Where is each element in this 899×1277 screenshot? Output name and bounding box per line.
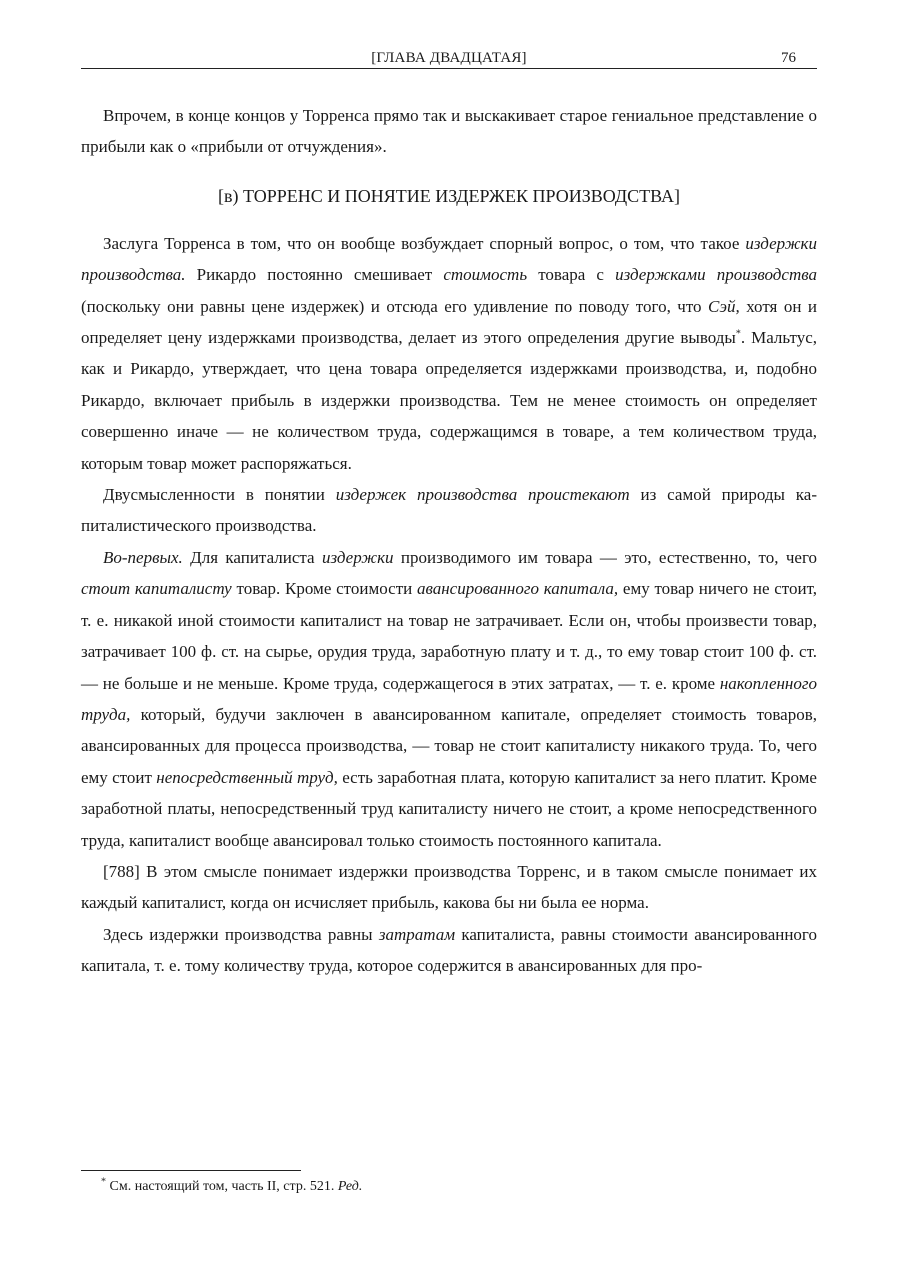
running-header — [81, 50, 817, 69]
footnote — [101, 1178, 701, 1196]
page-body — [81, 100, 817, 982]
text: который, будучи заключен в авансированном капитале, определяет стоимость товаров, авансированных для процесса производства, — товар не стоит капиталисту никакого труда. То, чего ему стоит — [81, 704, 817, 787]
paragraph — [81, 100, 817, 163]
footnote-text: См. настоящий том, часть II, стр. 521. — [106, 1179, 338, 1194]
text: Для капиталиста — [182, 547, 322, 567]
text: есть заработная плата, которую капиталист за него платит. Кроме заработной платы, непосредственный труд капиталисту ничего не стоит, а кроме непосредственного труда, капиталист вообще авансировал только стоимость постоянного капитала. — [81, 767, 817, 850]
text: Рикардо постоянно смешивает — [185, 265, 444, 285]
paragraph — [81, 228, 817, 479]
text: производимого им товара — это, естественно, то, чего — [393, 547, 818, 567]
text: товар. Кроме стоимости — [231, 579, 417, 599]
emphasis: Во-первых. — [103, 547, 183, 567]
text: (поскольку они равны цене издержек) и отсюда его удивление по поводу того, что — [81, 296, 709, 316]
text: Двусмысленности в понятии — [103, 485, 336, 505]
footnote-editor-mark: Ред. — [337, 1179, 363, 1194]
emphasis: затратам — [378, 924, 456, 944]
footnote-divider — [81, 1170, 301, 1171]
emphasis: издержки — [321, 547, 394, 567]
paragraph — [81, 542, 817, 856]
text: ему товар ничего не стоит, т. е. никакой иной стоимости капиталист на товар не затрачивает. Если он, чтобы произвести товар, затрачивает 100 ф. ст. на сырье, орудия труда, заработную плату и т. д., то ему товар стоит 100 ф. ст. — не больше и не меньше. Кроме труда, содержащегося в этих затратах, — т. е. кроме — [81, 579, 818, 693]
emphasis: издержки производства. — [81, 233, 817, 285]
emphasis: издержками производства — [615, 265, 817, 285]
emphasis: непосредственный труд, — [156, 767, 338, 787]
paragraph — [81, 479, 817, 542]
footnote-marker: * — [101, 1176, 106, 1188]
text: товара с — [527, 265, 616, 285]
emphasis: стоимость — [443, 265, 528, 285]
emphasis: Сэй, — [708, 296, 740, 316]
page-number: 76 — [781, 50, 796, 66]
chapter-title: [ГЛАВА ДВАДЦАТАЯ] — [371, 50, 527, 66]
paragraph — [81, 919, 817, 982]
emphasis: авансированного капитала, — [416, 579, 619, 599]
text: Здесь издержки производства равны — [103, 924, 379, 944]
text: Заслуга Торренса в том, что он вообще возбуждает спорный вопрос, о том, что такое — [103, 233, 746, 253]
text: хотя он и определяет цену издержками производства, делает из этого определения другие выводы — [81, 296, 817, 348]
emphasis: издержек производства проистекают — [335, 485, 630, 505]
text: Впрочем, в конце концов у Торренса прямо так и выскакивает старое гениальное представление о прибыли как о «прибыли от отчуждения». — [81, 106, 817, 157]
emphasis: накопленного труда, — [81, 673, 817, 724]
text: [788] В этом смысле понимает издержки производства Торренс, и в таком смысле понимает их каждый капиталист, когда он исчисляет прибыль, какова бы ни была ее норма. — [81, 861, 817, 913]
footnote-marker[interactable]: * — [735, 328, 741, 340]
emphasis: стоит капиталисту — [81, 579, 232, 599]
text: из самой природы капиталистического производства. — [81, 485, 817, 536]
text: . Мальтус, как и Рикардо, утверждает, что цена товара определяется издержками производства, и, подобно Рикардо, включает прибыль в издержки производства. Тем не менее стоимость он определяет совершенно иначе — не количеством труда, содержащимся в товаре, а тем количеством труда, которым товар может распоряжаться. — [81, 328, 817, 473]
text: капиталиста, равны стоимости авансированного капитала, т. е. тому количеству труда, которое содержится в авансированных для про- — [81, 924, 817, 976]
section-heading: [в) ТОРРЕНС И ПОНЯТИЕ ИЗДЕРЖЕК ПРОИЗВОДСТВА] — [218, 185, 680, 206]
paragraph — [81, 856, 817, 919]
